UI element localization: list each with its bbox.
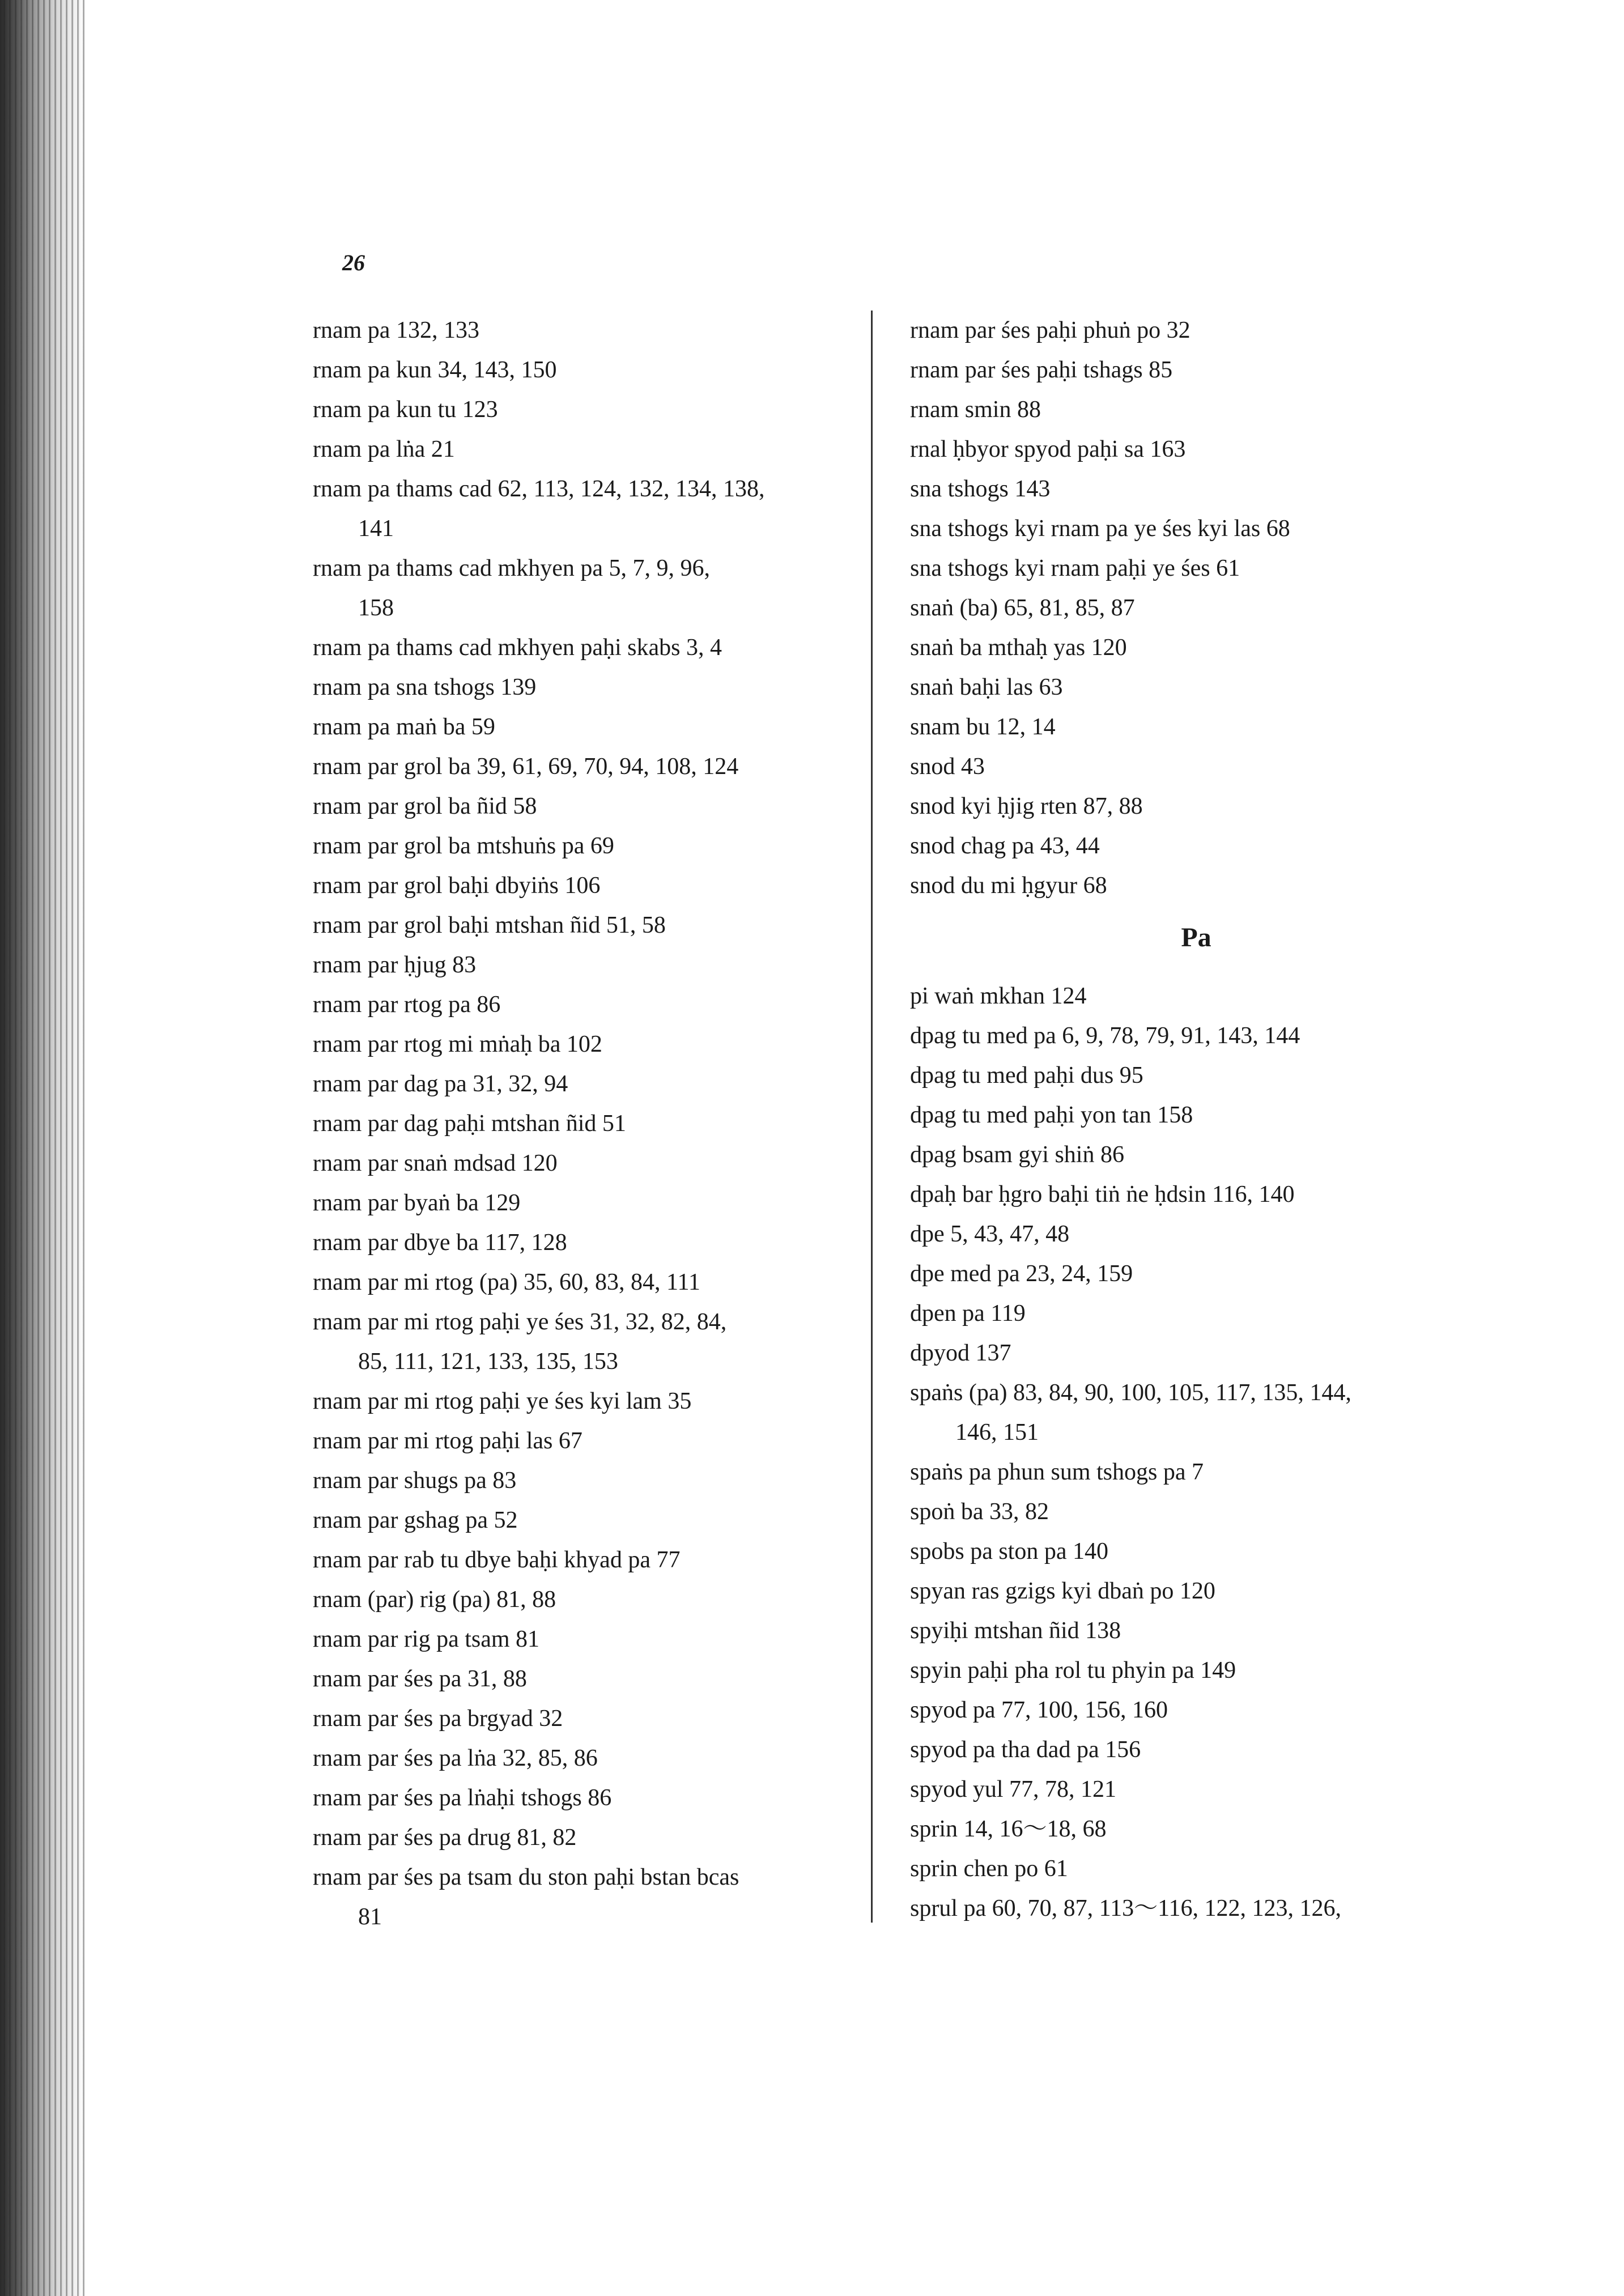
- index-entry: rnam pa thams cad mkhyen pa 5, 7, 9, 96,: [313, 555, 710, 581]
- index-entry: rnam par śes paḥi tshags 85: [910, 357, 1173, 383]
- index-entry: spaṅs (pa) 83, 84, 90, 100, 105, 117, 135, 144,: [910, 1380, 1351, 1406]
- index-entry: sna tshogs kyi rnam paḥi ye śes 61: [910, 555, 1240, 581]
- index-entry: rnam par śes pa brgyad 32: [313, 1706, 563, 1732]
- index-entry: rnam par grol ba ñid 58: [313, 793, 537, 819]
- column-divider: [871, 311, 873, 1923]
- index-entry: snaṅ ba mthaḥ yas 120: [910, 635, 1127, 661]
- index-entry: rnal ḥbyor spyod paḥi sa 163: [910, 436, 1186, 462]
- index-entry: rnam pa 132, 133: [313, 317, 479, 343]
- index-entry: rnam pa maṅ ba 59: [313, 714, 495, 740]
- index-entry: rnam par śes pa drug 81, 82: [313, 1825, 577, 1851]
- index-entry: rnam par śes pa lṅa 32, 85, 86: [313, 1745, 598, 1771]
- index-entry-continuation: 158: [358, 595, 394, 621]
- index-entry: rnam pa sna tshogs 139: [313, 674, 537, 700]
- index-entry: snaṅ baḥi las 63: [910, 674, 1063, 700]
- index-entry: dpag tu med paḥi yon tan 158: [910, 1102, 1193, 1128]
- index-entry: rnam par grol baḥi dbyiṅs 106: [313, 873, 601, 899]
- page-number: 26: [342, 250, 365, 275]
- index-entry: rnam par grol baḥi mtshan ñid 51, 58: [313, 912, 666, 938]
- index-entry: rnam par rtog mi mṅaḥ ba 102: [313, 1031, 602, 1057]
- index-entry: rnam (par) rig (pa) 81, 88: [313, 1587, 556, 1613]
- index-entry: rnam par mi rtog paḥi las 67: [313, 1428, 583, 1454]
- index-entry: spyin paḥi pha rol tu phyin pa 149: [910, 1657, 1236, 1683]
- index-entry: sna tshogs kyi rnam pa ye śes kyi las 68: [910, 516, 1290, 542]
- index-entry: dpag tu med pa 6, 9, 78, 79, 91, 143, 144: [910, 1023, 1300, 1049]
- index-entry: sprul pa 60, 70, 87, 113～116, 122, 123, 126,: [910, 1895, 1342, 1921]
- index-entry: rnam pa kun tu 123: [313, 397, 498, 423]
- index-entry: rnam par rtog pa 86: [313, 992, 501, 1018]
- index-entry-continuation: 141: [358, 516, 394, 542]
- index-entry: snam bu 12, 14: [910, 714, 1056, 740]
- index-entry: dpag tu med paḥi dus 95: [910, 1062, 1143, 1089]
- index-entry: rnam par mi rtog paḥi ye śes kyi lam 35: [313, 1388, 692, 1414]
- index-entry: spyan ras gzigs kyi dbaṅ po 120: [910, 1578, 1215, 1604]
- index-entry: spyod yul 77, 78, 121: [910, 1776, 1117, 1802]
- index-entry: rnam par grol ba mtshuṅs pa 69: [313, 833, 614, 859]
- index-entry: snaṅ (ba) 65, 81, 85, 87: [910, 595, 1135, 621]
- index-entry: rnam par byaṅ ba 129: [313, 1190, 521, 1216]
- index-entry: spyod pa tha dad pa 156: [910, 1737, 1141, 1763]
- index-entry: rnam par śes paḥi phuṅ po 32: [910, 317, 1191, 343]
- index-entry-continuation: 146, 151: [955, 1419, 1039, 1445]
- index-entry: snod 43: [910, 754, 985, 780]
- index-entry: sna tshogs 143: [910, 476, 1051, 502]
- index-entry: rnam par śes pa lṅaḥi tshogs 86: [313, 1785, 612, 1811]
- index-entry: rnam par mi rtog (pa) 35, 60, 83, 84, 111: [313, 1269, 700, 1295]
- index-entry: rnam pa thams cad mkhyen paḥi skabs 3, 4: [313, 635, 722, 661]
- index-entry: rnam par mi rtog paḥi ye śes 31, 32, 82, 84,: [313, 1309, 727, 1335]
- index-entry: rnam pa lṅa 21: [313, 436, 455, 462]
- book-binding-edge: [0, 0, 85, 2296]
- index-entry: rnam par śes pa 31, 88: [313, 1666, 527, 1692]
- index-entry: rnam par ḥjug 83: [313, 952, 477, 978]
- index-entry: rnam par grol ba 39, 61, 69, 70, 94, 108, 124: [313, 754, 739, 780]
- index-entry: rnam par gshag pa 52: [313, 1507, 518, 1533]
- index-entry: pi waṅ mkhan 124: [910, 983, 1087, 1009]
- index-column-left: [313, 311, 857, 1937]
- index-entry: rnam par dag pa 31, 32, 94: [313, 1071, 568, 1097]
- index-entry: snod du mi ḥgyur 68: [910, 873, 1107, 899]
- index-entry: dpaḥ bar ḥgro baḥi tiṅ ṅe ḥdsin 116, 140: [910, 1181, 1295, 1207]
- index-entry-continuation: 81: [358, 1904, 382, 1930]
- section-heading: Pa: [1181, 922, 1211, 953]
- index-entry: rnam pa kun 34, 143, 150: [313, 357, 557, 383]
- index-column-right: [910, 311, 1482, 1928]
- index-entry: rnam par rig pa tsam 81: [313, 1626, 540, 1652]
- index-entry: rnam par śes pa tsam du ston paḥi bstan bcas: [313, 1864, 739, 1890]
- index-entry: dpe 5, 43, 47, 48: [910, 1221, 1070, 1247]
- index-entry: spoṅ ba 33, 82: [910, 1499, 1049, 1525]
- index-entry: spyod pa 77, 100, 156, 160: [910, 1697, 1168, 1723]
- index-entry: spaṅs pa phun sum tshogs pa 7: [910, 1459, 1204, 1485]
- index-entry: rnam par snaṅ mdsad 120: [313, 1150, 558, 1176]
- index-entry: rnam par dbye ba 117, 128: [313, 1230, 567, 1256]
- index-entry: rnam pa thams cad 62, 113, 124, 132, 134, 138,: [313, 476, 765, 502]
- index-entry: sprin 14, 16～18, 68: [910, 1816, 1107, 1842]
- index-entry: sprin chen po 61: [910, 1856, 1068, 1882]
- index-entry-continuation: 85, 111, 121, 133, 135, 153: [358, 1349, 618, 1375]
- index-entry: dpyod 137: [910, 1340, 1011, 1366]
- index-entry: snod kyi ḥjig rten 87, 88: [910, 793, 1143, 819]
- index-entry: spyiḥi mtshan ñid 138: [910, 1618, 1121, 1644]
- index-entry: rnam par dag paḥi mtshan ñid 51: [313, 1111, 626, 1137]
- index-entry: rnam par shugs pa 83: [313, 1468, 517, 1494]
- index-entry: rnam smin 88: [910, 397, 1041, 423]
- index-entry: dpag bsam gyi shiṅ 86: [910, 1142, 1124, 1168]
- index-entry: dpen pa 119: [910, 1300, 1026, 1326]
- index-entry: rnam par rab tu dbye baḥi khyad pa 77: [313, 1547, 681, 1573]
- index-entry: dpe med pa 23, 24, 159: [910, 1261, 1133, 1287]
- index-entry: snod chag pa 43, 44: [910, 833, 1100, 859]
- index-entry: spobs pa ston pa 140: [910, 1538, 1108, 1564]
